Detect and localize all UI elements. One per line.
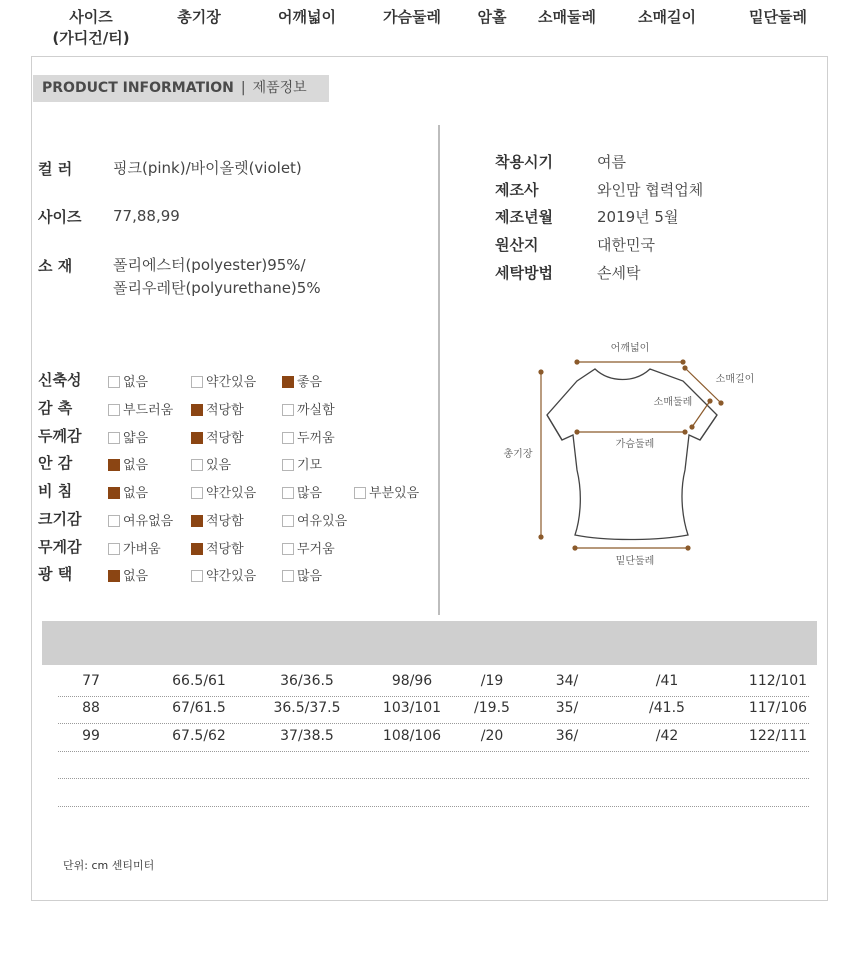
table-cell: /42 bbox=[655, 728, 679, 744]
unchecked-box-icon bbox=[282, 432, 294, 444]
property-option bbox=[191, 482, 256, 501]
property-option bbox=[282, 454, 322, 473]
detail-value: 여름 bbox=[597, 153, 626, 171]
property-option-label: 많음 bbox=[297, 486, 323, 501]
property-option bbox=[282, 538, 335, 557]
sleeve-hem-right bbox=[700, 415, 717, 440]
diagram-sleeve-length-label: 소매길이 bbox=[715, 374, 755, 385]
property-label: 안 감 bbox=[38, 454, 73, 472]
table-row bbox=[58, 725, 809, 752]
table-header-cell bbox=[617, 6, 717, 27]
table-cell: 99 bbox=[82, 728, 100, 744]
property-option-label: 많음 bbox=[297, 569, 323, 584]
property-option bbox=[108, 371, 148, 390]
diagram-chest-label: 가슴둘레 bbox=[615, 439, 655, 450]
unchecked-box-icon bbox=[282, 570, 294, 582]
property-option-label: 가벼움 bbox=[123, 542, 161, 557]
table-cell: 112/101 bbox=[748, 673, 808, 689]
table-cell: 36/36.5 bbox=[280, 673, 334, 689]
detail-label: 원산지 bbox=[495, 236, 539, 254]
table-header-cell bbox=[257, 6, 357, 27]
header-subtitle: 제품정보 bbox=[252, 80, 307, 96]
unchecked-box-icon bbox=[108, 543, 120, 555]
table-cell: /41.5 bbox=[649, 700, 685, 716]
total-length-point-top bbox=[539, 370, 543, 374]
header-title: PRODUCT INFORMATION bbox=[42, 80, 234, 96]
size-value: 77,88,99 bbox=[113, 207, 180, 225]
unchecked-box-icon bbox=[191, 376, 203, 388]
sleeve-circ-point-bottom bbox=[690, 425, 694, 429]
size-table-header bbox=[42, 621, 817, 665]
sleeve-length-point-top bbox=[683, 366, 687, 370]
unchecked-box-icon bbox=[191, 459, 203, 471]
table-header-label: 암홀 bbox=[477, 8, 507, 26]
column-divider bbox=[438, 125, 440, 615]
property-option bbox=[108, 510, 173, 529]
table-header-sublabel: (가디건/티) bbox=[52, 29, 130, 47]
property-option-label: 약간있음 bbox=[206, 569, 257, 584]
size-label: 사이즈 bbox=[38, 208, 82, 226]
table-row bbox=[58, 697, 809, 724]
table-cell: 98/96 bbox=[391, 673, 433, 689]
property-option bbox=[108, 482, 148, 501]
table-header-cell bbox=[517, 6, 617, 27]
hem-point-right bbox=[686, 546, 690, 550]
unchecked-box-icon bbox=[108, 404, 120, 416]
unchecked-box-icon bbox=[191, 487, 203, 499]
chest-point-right bbox=[683, 430, 687, 434]
property-option-label: 약간있음 bbox=[206, 375, 257, 390]
table-cell: 36/ bbox=[555, 728, 579, 744]
table-cell: 66.5/61 bbox=[172, 673, 226, 689]
property-option bbox=[282, 510, 347, 529]
table-header-label: 밑단둘레 bbox=[749, 8, 807, 26]
table-cell: 88 bbox=[82, 700, 100, 716]
color-label: 컬 러 bbox=[38, 160, 73, 178]
unchecked-box-icon bbox=[354, 487, 366, 499]
table-cell: /41 bbox=[655, 673, 679, 689]
property-option-label: 무거움 bbox=[297, 542, 335, 557]
property-option bbox=[108, 427, 148, 446]
unit-note: 단위: cm 센티미터 bbox=[63, 859, 155, 872]
checked-box-icon bbox=[108, 487, 120, 499]
material-value-1: 폴리에스터(polyester)95%/ bbox=[113, 256, 306, 274]
table-header-label: 총기장 bbox=[177, 8, 221, 26]
material-label: 소 재 bbox=[38, 257, 73, 275]
table-cell: 77 bbox=[82, 673, 100, 689]
property-option bbox=[354, 482, 419, 501]
table-cell: 35/ bbox=[555, 700, 579, 716]
table-cell: 36.5/37.5 bbox=[273, 700, 341, 716]
property-option-label: 좋음 bbox=[297, 375, 323, 390]
property-option-label: 약간있음 bbox=[206, 486, 257, 501]
property-option bbox=[282, 399, 335, 418]
table-cell: 67/61.5 bbox=[172, 700, 226, 716]
unchecked-box-icon bbox=[191, 570, 203, 582]
property-label: 광 택 bbox=[38, 565, 73, 583]
hem-point-left bbox=[573, 546, 577, 550]
table-cell: 67.5/62 bbox=[172, 728, 226, 744]
property-option bbox=[191, 399, 244, 418]
table-header-cell bbox=[149, 6, 249, 27]
property-label: 감 촉 bbox=[38, 399, 73, 417]
table-header-label: 어깨넓이 bbox=[278, 8, 336, 26]
detail-label: 착용시기 bbox=[495, 153, 553, 171]
detail-value: 2019년 5월 bbox=[597, 208, 679, 226]
property-option-label: 없음 bbox=[123, 569, 149, 584]
material-value-2: 폴리우레탄(polyurethane)5% bbox=[113, 279, 321, 297]
property-option-label: 적당함 bbox=[206, 431, 244, 446]
total-length-point-bottom bbox=[539, 535, 543, 539]
detail-value: 와인맘 협력업체 bbox=[597, 181, 704, 199]
property-option-label: 부드러움 bbox=[123, 403, 174, 418]
property-option-label: 얇음 bbox=[123, 431, 149, 446]
table-header-label: 소매둘레 bbox=[538, 8, 596, 26]
table-cell: 103/101 bbox=[382, 700, 442, 716]
table-cell: 34/ bbox=[555, 673, 579, 689]
detail-label: 세탁방법 bbox=[495, 264, 553, 282]
property-option bbox=[191, 427, 244, 446]
property-option bbox=[108, 538, 161, 557]
checked-box-icon bbox=[108, 570, 120, 582]
property-option bbox=[282, 482, 322, 501]
property-option bbox=[282, 427, 335, 446]
property-label: 두께감 bbox=[38, 427, 82, 445]
checked-box-icon bbox=[282, 376, 294, 388]
property-option-label: 없음 bbox=[123, 486, 149, 501]
table-header-cell bbox=[728, 6, 828, 27]
table-cell: /19 bbox=[480, 673, 504, 689]
property-option bbox=[108, 454, 148, 473]
unchecked-box-icon bbox=[282, 543, 294, 555]
property-option-label: 없음 bbox=[123, 375, 149, 390]
property-option-label: 있음 bbox=[206, 458, 232, 473]
property-option-label: 두꺼움 bbox=[297, 431, 335, 446]
property-option bbox=[191, 371, 256, 390]
table-cell: 37/38.5 bbox=[280, 728, 334, 744]
property-option bbox=[108, 399, 173, 418]
unchecked-box-icon bbox=[282, 487, 294, 499]
checked-box-icon bbox=[191, 515, 203, 527]
table-row bbox=[58, 670, 809, 697]
table-header-label: 사이즈 bbox=[69, 8, 113, 26]
table-cell: /20 bbox=[480, 728, 504, 744]
property-option bbox=[191, 454, 231, 473]
color-value: 핑크(pink)/바이올렛(violet) bbox=[113, 159, 302, 177]
checked-box-icon bbox=[191, 432, 203, 444]
checked-box-icon bbox=[108, 459, 120, 471]
checked-box-icon bbox=[191, 404, 203, 416]
unchecked-box-icon bbox=[108, 515, 120, 527]
table-row bbox=[58, 780, 809, 807]
sleeve-circ-measure-line bbox=[692, 401, 710, 427]
table-header-label: 가슴둘레 bbox=[383, 8, 441, 26]
property-option-label: 여유없음 bbox=[123, 514, 174, 529]
property-option bbox=[191, 538, 244, 557]
property-option-label: 없음 bbox=[123, 458, 149, 473]
property-option-label: 적당함 bbox=[206, 403, 244, 418]
section-header bbox=[33, 75, 329, 102]
detail-label: 제조사 bbox=[495, 181, 539, 199]
chest-point-left bbox=[575, 430, 579, 434]
unchecked-box-icon bbox=[282, 515, 294, 527]
shoulder-point-left bbox=[575, 360, 579, 364]
detail-label: 제조년월 bbox=[495, 208, 553, 226]
table-cell: 108/106 bbox=[382, 728, 442, 744]
table-cell: 122/111 bbox=[748, 728, 808, 744]
garment-diagram bbox=[495, 335, 770, 570]
tshirt-outline bbox=[547, 369, 717, 540]
property-label: 신축성 bbox=[38, 371, 82, 389]
diagram-total-length-label: 총기장 bbox=[503, 449, 533, 460]
table-cell: 117/106 bbox=[748, 700, 808, 716]
property-option-label: 적당함 bbox=[206, 514, 244, 529]
table-cell: /19.5 bbox=[474, 700, 510, 716]
property-option bbox=[108, 565, 148, 584]
header-separator: | bbox=[240, 80, 246, 96]
detail-value: 대한민국 bbox=[597, 236, 655, 254]
unchecked-box-icon bbox=[108, 432, 120, 444]
property-label: 무게감 bbox=[38, 538, 82, 556]
sleeve-hem-left bbox=[547, 415, 562, 440]
property-option bbox=[282, 565, 322, 584]
property-option-label: 적당함 bbox=[206, 542, 244, 557]
property-option-label: 기모 bbox=[297, 458, 323, 473]
property-option-label: 부분있음 bbox=[369, 486, 420, 501]
detail-value: 손세탁 bbox=[597, 264, 641, 282]
property-option-label: 까실함 bbox=[297, 403, 335, 418]
sleeve-circ-point-top bbox=[708, 399, 712, 403]
unchecked-box-icon bbox=[282, 459, 294, 471]
shoulder-point-right bbox=[681, 360, 685, 364]
table-row bbox=[58, 752, 809, 779]
sleeve-length-point-bottom bbox=[719, 401, 723, 405]
checked-box-icon bbox=[191, 543, 203, 555]
property-option bbox=[191, 510, 244, 529]
diagram-sleeve-circ-label: 소매둘레 bbox=[653, 397, 693, 408]
property-option-label: 여유있음 bbox=[297, 514, 348, 529]
table-header-cell bbox=[41, 6, 141, 48]
unchecked-box-icon bbox=[108, 376, 120, 388]
diagram-shoulder-label: 어깨넓이 bbox=[610, 343, 650, 354]
property-option bbox=[191, 565, 256, 584]
property-option bbox=[282, 371, 322, 390]
property-label: 크기감 bbox=[38, 510, 82, 528]
property-label: 비 침 bbox=[38, 482, 73, 500]
unchecked-box-icon bbox=[282, 404, 294, 416]
diagram-hem-label: 밑단둘레 bbox=[615, 556, 655, 567]
table-header-label: 소매길이 bbox=[638, 8, 696, 26]
